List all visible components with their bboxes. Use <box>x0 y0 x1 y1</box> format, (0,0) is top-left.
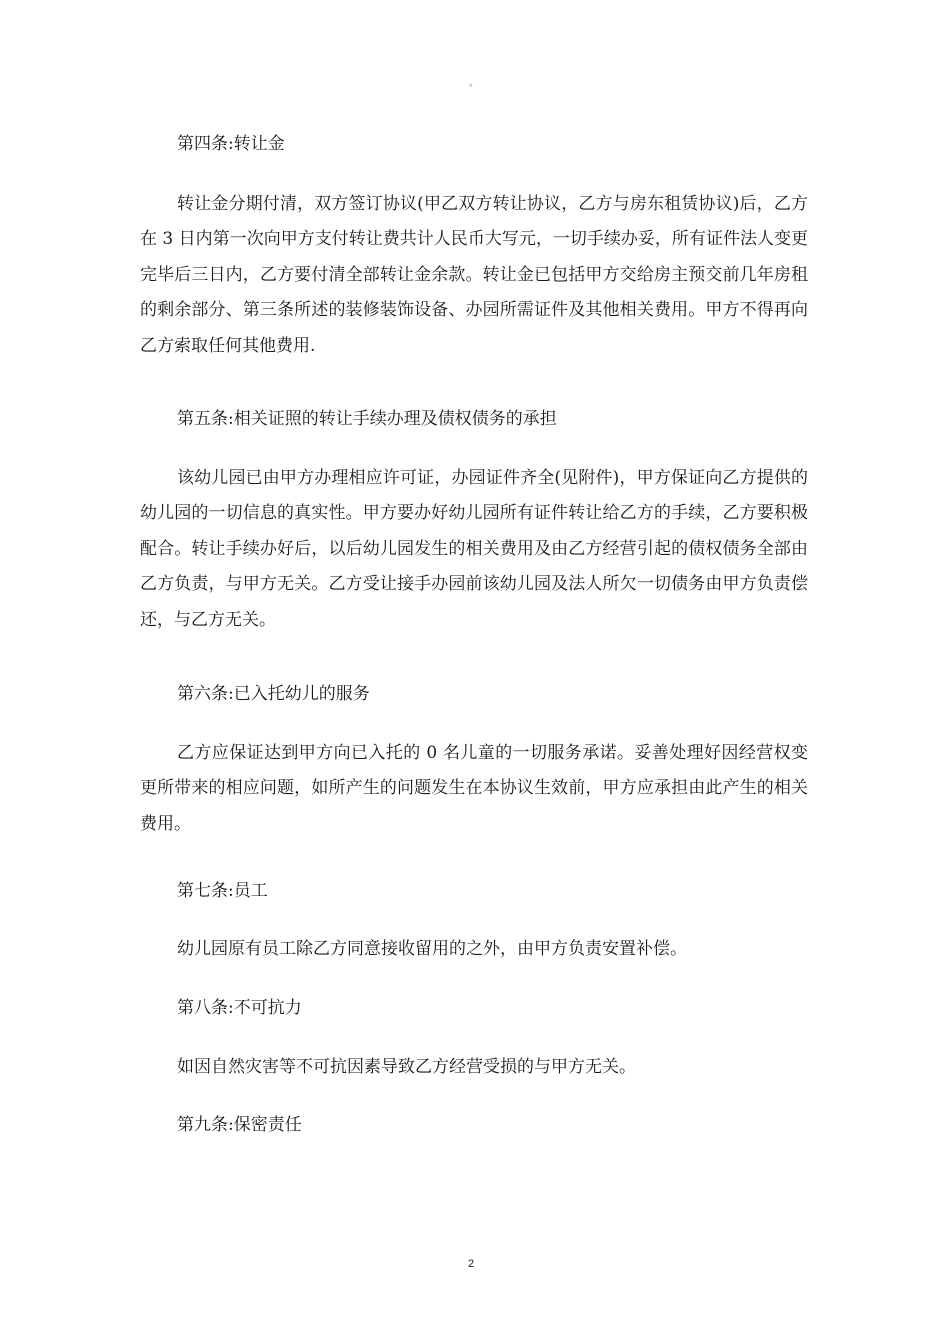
section-7-body: 幼儿园原有员工除乙方同意接收留用的之外，由甲方负责安置补偿。 <box>177 939 687 959</box>
section-5-heading: 第五条:相关证照的转让手续办理及债权债务的承担 <box>177 409 557 429</box>
section-9-heading: 第九条:保密责任 <box>177 1115 302 1135</box>
section-7-heading: 第七条:员工 <box>177 881 268 901</box>
section-8-heading: 第八条:不可抗力 <box>177 998 302 1018</box>
section-4-heading: 第四条:转让金 <box>177 134 285 154</box>
section-6-heading: 第六条:已入托幼儿的服务 <box>177 684 370 704</box>
header-mark: 。 <box>469 78 479 89</box>
section-8-body: 如因自然灾害等不可抗因素导致乙方经营受损的与甲方无关。 <box>177 1057 636 1077</box>
section-4-body: 转让金分期付清，双方签订协议(甲乙双方转让协议，乙方与房东租赁协议)后，乙方在 3 日内第一次向甲方支付转让费共计人民币大写元，一切手续办妥，所有证件法人变更完毕后三日内，乙方要付清全部转让金余款。转让金已包括甲方交给房主预交前几年房租的剩余部分、第三条所述的装修装饰设备、办园所需证件及其他相关费用。甲方不得再向乙方索取任何其他费用. <box>140 194 808 356</box>
section-5-body: 该幼儿园已由甲方办理相应许可证，办园证件齐全(见附件)，甲方保证向乙方提供的幼儿园的一切信息的真实性。甲方要办好幼儿园所有证件转让给乙方的手续，乙方要积极配合。转让手续办好后，以后幼儿园发生的相关费用及由乙方经营引起的债权债务全部由乙方负责，与甲方无关。乙方受让接手办园前该幼儿园及法人所欠一切债务由甲方负责偿还，与乙方无关。 <box>140 468 808 630</box>
section-6-body: 乙方应保证达到甲方向已入托的 0 名儿童的一切服务承诺。妥善处理好因经营权变更所带来的相应问题，如所产生的问题发生在本协议生效前，甲方应承担由此产生的相关费用。 <box>140 743 808 834</box>
page-number: 2 <box>468 1258 475 1270</box>
